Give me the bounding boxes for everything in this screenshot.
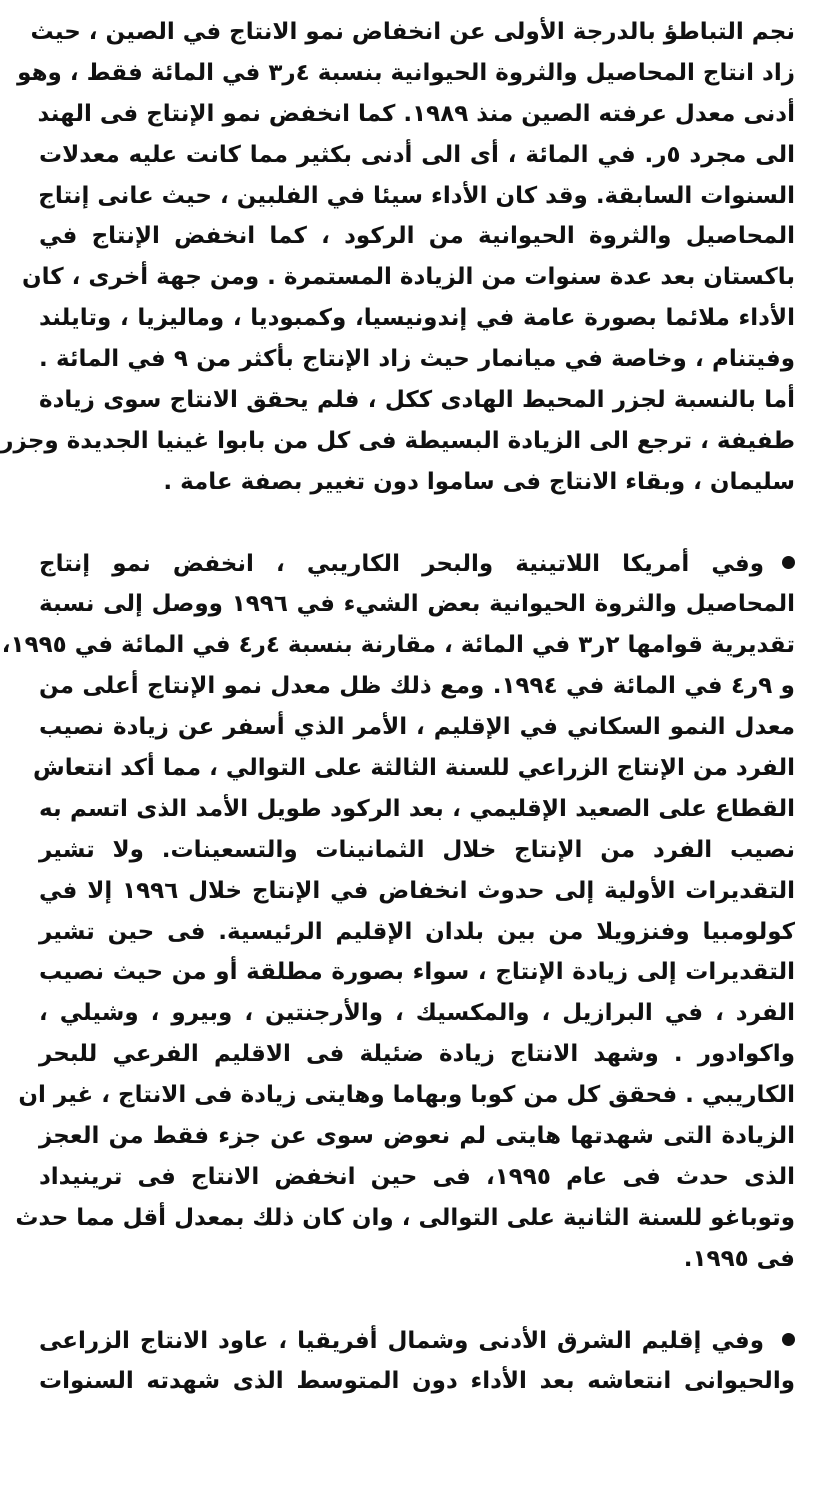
text-line: الكاريبي . فحقق كل من كوبا وبهاما وهايتى زيادة فى الانتاج ، غير ان <box>18 1082 795 1109</box>
text-line: السنوات السابقة. وقد كان الأداء سيئا في الفلبين ، حيث عانى إنتاج <box>38 182 795 209</box>
text-line: نجم التباطؤ بالدرجة الأولى عن انخفاض نمو الانتاج في الصين ، حيث <box>30 19 795 45</box>
text-line: باكستان بعد عدة سنوات من الزيادة المستمرة . ومن جهة أخرى ، كان <box>21 264 795 291</box>
text-line-with-bullet <box>39 1321 795 1362</box>
text-line-with-bullet <box>39 544 795 585</box>
text-line: زاد انتاج المحاصيل والثروة الحيوانية بنسبة ٤ر٣ في المائة فقط ، وهو <box>17 59 795 86</box>
text-line: كولومبيا وفنزويلا من بين بلدان الإقليم الرئيسية. فى حين تشير <box>39 918 795 945</box>
text-line: أدنى معدل عرفته الصين منذ ١٩٨٩. كما انخفض نمو الإنتاج فى الهند <box>37 100 795 127</box>
text-line: وفي أمريكا اللاتينية والبحر الكاريبي ، انخفض نمو إنتاج <box>39 550 764 577</box>
paragraph-gap <box>39 503 795 544</box>
text-line: سليمان ، وبقاء الانتاج فى ساموا دون تغيير بصفة عامة . <box>163 468 795 495</box>
paragraph-near-east <box>39 1321 795 1403</box>
text-line: أما بالنسبة لجزر المحيط الهادى ككل ، فلم يحقق الانتاج سوى زيادة <box>39 387 795 414</box>
text-line: الى مجرد ٥ر. في المائة ، أى الى أدنى بكثير مما كانت عليه معدلات <box>39 141 795 168</box>
text-line: الفرد ، في البرازيل ، والمكسيك ، والأرجنتين ، وبيرو ، وشيلي ، <box>39 1000 795 1027</box>
text-line: الأداء ملائما بصورة عامة في إندونيسيا، وكمبوديا ، وماليزيا ، وتايلند <box>39 305 795 332</box>
paragraph-latin-america <box>1 544 795 1280</box>
text-line: الزيادة التى شهدتها هايتى لم نعوض سوى عن جزء فقط من العجز <box>39 1123 795 1150</box>
text-line: الذى حدث فى عام ١٩٩٥، فى حين انخفض الانتاج فى ترينيداد <box>39 1163 795 1190</box>
text-line: واكوادور . وشهد الانتاج زيادة ضئيلة فى الاقليم الفرعي للبحر <box>39 1041 795 1068</box>
text-line: وفي إقليم الشرق الأدنى وشمال أفريقيا ، عاود الانتاج الزراعى <box>39 1327 764 1354</box>
text-line: تقديرية قوامها ٢ر٣ في المائة ، مقارنة بنسبة ٤ر٤ في المائة في ١٩٩٥، <box>1 632 795 659</box>
text-line: وفيتنام ، وخاصة في ميانمار حيث زاد الإنتاج بأكثر من ٩ في المائة . <box>39 346 795 373</box>
text-line: القطاع على الصعيد الإقليمي ، بعد الركود طويل الأمد الذى اتسم به <box>39 795 795 822</box>
text-line: و ٩ر٤ في المائة في ١٩٩٤. ومع ذلك ظل معدل نمو الإنتاج أعلى من <box>39 673 795 700</box>
text-line: معدل النمو السكاني في الإقليم ، الأمر الذي أسفر عن زيادة نصيب <box>39 714 795 741</box>
text-line: الفرد من الإنتاج الزراعي للسنة الثالثة على التوالي ، مما أكد انتعاش <box>33 755 795 782</box>
text-line: فى ١٩٩٥. <box>683 1245 795 1272</box>
text-line: التقديرات الأولية إلى حدوث انخفاض في الإنتاج خلال ١٩٩٦ إلا في <box>39 877 795 904</box>
text-line: وتوباغو للسنة الثانية على التوالى ، وان كان ذلك بمعدل أقل مما حدث <box>15 1204 795 1231</box>
paragraph-asia-pacific <box>0 12 795 503</box>
text-line: المحاصيل والثروة الحيوانية من الركود ، كما انخفض الإنتاج في <box>39 223 795 250</box>
bullet-icon <box>782 556 795 569</box>
text-line: والحيوانى انتعاشه بعد الأداء دون المتوسط الذى شهدته السنوات <box>39 1368 795 1395</box>
text-line: نصيب الفرد من الإنتاج خلال الثمانينات والتسعينات. ولا تشير <box>39 836 795 863</box>
paragraph-gap <box>39 1280 795 1321</box>
text-line: المحاصيل والثروة الحيوانية بعض الشيء في ١٩٩٦ ووصل إلى نسبة <box>39 591 795 618</box>
text-line: التقديرات إلى زيادة الإنتاج ، سواء بصورة مطلقة أو من حيث نصيب <box>39 959 795 986</box>
text-line: طفيفة ، ترجع الى الزيادة البسيطة فى كل من بابوا غينيا الجديدة وجزر <box>0 427 795 454</box>
bullet-icon <box>782 1333 795 1346</box>
